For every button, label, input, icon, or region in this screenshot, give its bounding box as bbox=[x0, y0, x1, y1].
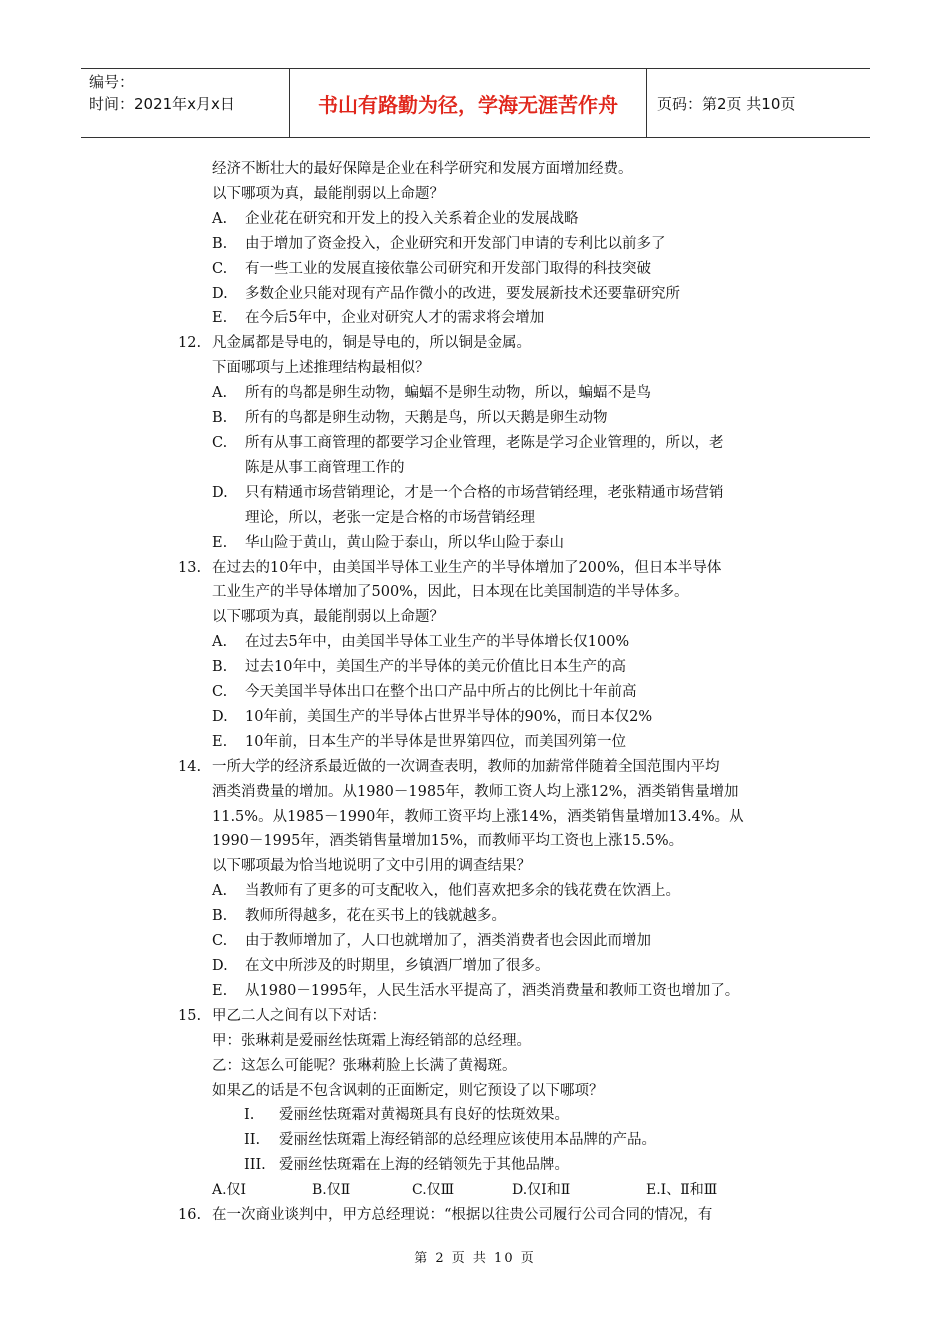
intro-option-a: A. 企业花在研究和开发上的投入关系着企业的发展战略 bbox=[212, 210, 579, 227]
doc-time-label: 时间：2021年x月x日 bbox=[89, 95, 235, 113]
q14-stem: 14. 一所大学的经济系最近做的一次调查表明，教师的加薪常伴随着全国范围内平均 bbox=[178, 758, 720, 775]
q15-choice-e: E.Ⅰ、Ⅱ和Ⅲ bbox=[646, 1182, 718, 1199]
doc-code-label: 编号： bbox=[89, 73, 135, 91]
intro-option-e: E. 在今后5年中，企业对研究人才的需求将会增加 bbox=[212, 310, 545, 327]
page-header bbox=[81, 68, 870, 138]
q12-option-a: A. 所有的鸟都是卵生动物，蝙蝠不是卵生动物，所以，蝙蝠不是鸟 bbox=[212, 385, 651, 402]
q12-question: 下面哪项与上述推理结构最相似？ bbox=[212, 360, 430, 377]
q13-option-b: B. 过去10年中，美国生产的半导体的美元价值比日本生产的高 bbox=[212, 659, 626, 676]
q14-option-d: D. 在文中所涉及的时期里，乡镇酒厂增加了很多。 bbox=[212, 958, 550, 974]
q14-stem-cont-3: 1990－1995年，酒类销售量增加15%，而教师平均工资也上涨15.5%。 bbox=[212, 833, 684, 850]
intro-question: 以下哪项为真，最能削弱以上命题？ bbox=[212, 185, 444, 202]
q14-option-b: B. 教师所得越多，花在买书上的钱就越多。 bbox=[212, 908, 506, 925]
q13-option-c: C. 今天美国半导体出口在整个出口产品中所占的比例比十年前高 bbox=[212, 684, 637, 701]
q16-stem: 16. 在一次商业谈判中，甲方总经理说：“根据以往贵公司履行公司合同的情况，有 bbox=[178, 1207, 713, 1224]
q15-choice-a: A.仅Ⅰ bbox=[212, 1182, 247, 1199]
header-meta bbox=[81, 69, 290, 137]
q15-dialogue-jia: 甲：张琳莉是爱丽丝怯斑霜上海经销部的总经理。 bbox=[212, 1032, 531, 1049]
q13-stem: 13. 在过去的10年中，由美国半导体工业生产的半导体增加了200%，但日本半导体 bbox=[178, 559, 722, 576]
q13-option-a: A. 在过去5年中，由美国半导体工业生产的半导体增长仅100% bbox=[212, 634, 630, 651]
q15-choices bbox=[178, 1178, 818, 1203]
q15-item-2: II. 爱丽丝怯斑霜上海经销部的总经理应该使用本品牌的产品。 bbox=[244, 1132, 656, 1149]
header-motto-cell bbox=[290, 69, 647, 137]
q12-option-b: B. 所有的鸟都是卵生动物，天鹅是鸟，所以天鹅是卵生动物 bbox=[212, 410, 608, 427]
q13-question: 以下哪项为真，最能削弱以上命题？ bbox=[212, 609, 444, 626]
page-footer: 第 2 页 共 10 页 bbox=[414, 1251, 536, 1266]
q14-option-e: E. 从1980－1995年，人民生活水平提高了，酒类消费量和教师工资也增加了。 bbox=[212, 982, 740, 999]
q15-item-3: III. 爱丽丝怯斑霜在上海的经销领先于其他品牌。 bbox=[244, 1157, 569, 1174]
q15-question: 如果乙的话是不包含讽刺的正面断定，则它预设了以下哪项？ bbox=[212, 1082, 604, 1099]
q15-dialogue-yi: 乙：这怎么可能呢？张琳莉脸上长满了黄褐斑。 bbox=[212, 1057, 517, 1074]
q12-option-c-cont: 陈是从事工商管理工作的 bbox=[245, 459, 405, 476]
q13-option-e: E. 10年前，日本生产的半导体是世界第四位，而美国列第一位 bbox=[212, 733, 626, 750]
q13-option-d: D. 10年前，美国生产的半导体占世界半导体的90%，而日本仅2% bbox=[212, 708, 653, 725]
q15-choice-c: C.仅Ⅲ bbox=[412, 1182, 455, 1199]
intro-option-b: B. 由于增加了资金投入，企业研究和开发部门申请的专利比以前多了 bbox=[212, 235, 666, 252]
q15-stem: 15. 甲乙二人之间有以下对话： bbox=[178, 1007, 386, 1024]
q15-choice-b: B.仅Ⅱ bbox=[312, 1182, 351, 1199]
header-motto: 书山有路勤为径，学海无涯苦作舟 bbox=[318, 92, 618, 117]
q13-stem-cont: 工业生产的半导体增加了500%，因此，日本现在比美国制造的半导体多。 bbox=[212, 584, 689, 601]
q12-option-d: D. 只有精通市场营销理论，才是一个合格的市场营销经理，老张精通市场营销 bbox=[212, 484, 724, 501]
q14-stem-cont-2: 11.5%。从1985－1990年，教师工资平均上涨14%，酒类销售量增加13.4%。从 bbox=[212, 808, 744, 825]
q14-question: 以下哪项最为恰当地说明了文中引用的调查结果？ bbox=[212, 858, 531, 875]
intro-option-d: D. 多数企业只能对现有产品作微小的改进，要发展新技术还要靠研究所 bbox=[212, 285, 680, 302]
intro-option-c: C. 有一些工业的发展直接依靠公司研究和开发部门取得的科技突破 bbox=[212, 260, 651, 277]
q14-option-c: C. 由于教师增加了，人口也就增加了，酒类消费者也会因此而增加 bbox=[212, 933, 651, 950]
q12-option-d-cont: 理论，所以，老张一定是合格的市场营销经理 bbox=[245, 509, 535, 526]
q12-option-e: E. 华山险于黄山，黄山险于泰山，所以华山险于泰山 bbox=[212, 534, 564, 551]
q14-option-a: A. 当教师有了更多的可支配收入，他们喜欢把多余的钱花费在饮酒上。 bbox=[212, 883, 680, 900]
q12-stem: 12. 凡金属都是导电的，铜是导电的，所以铜是金属。 bbox=[178, 335, 531, 352]
document-body bbox=[178, 157, 818, 1228]
header-page-info: 页码：第2页 共10页 bbox=[657, 94, 796, 113]
q15-item-1: I. 爱丽丝怯斑霜对黄褐斑具有良好的怯斑效果。 bbox=[244, 1107, 569, 1124]
intro-line: 经济不断壮大的最好保障是企业在科学研究和发展方面增加经费。 bbox=[212, 161, 633, 177]
q12-option-c: C. 所有从事工商管理的都要学习企业管理，老陈是学习企业管理的，所以，老 bbox=[212, 434, 724, 451]
q14-stem-cont-1: 酒类消费量的增加。从1980－1985年，教师工资人均上涨12%，酒类销售量增加 bbox=[212, 783, 739, 800]
q15-choice-d: D.仅Ⅰ和Ⅱ bbox=[512, 1182, 571, 1199]
